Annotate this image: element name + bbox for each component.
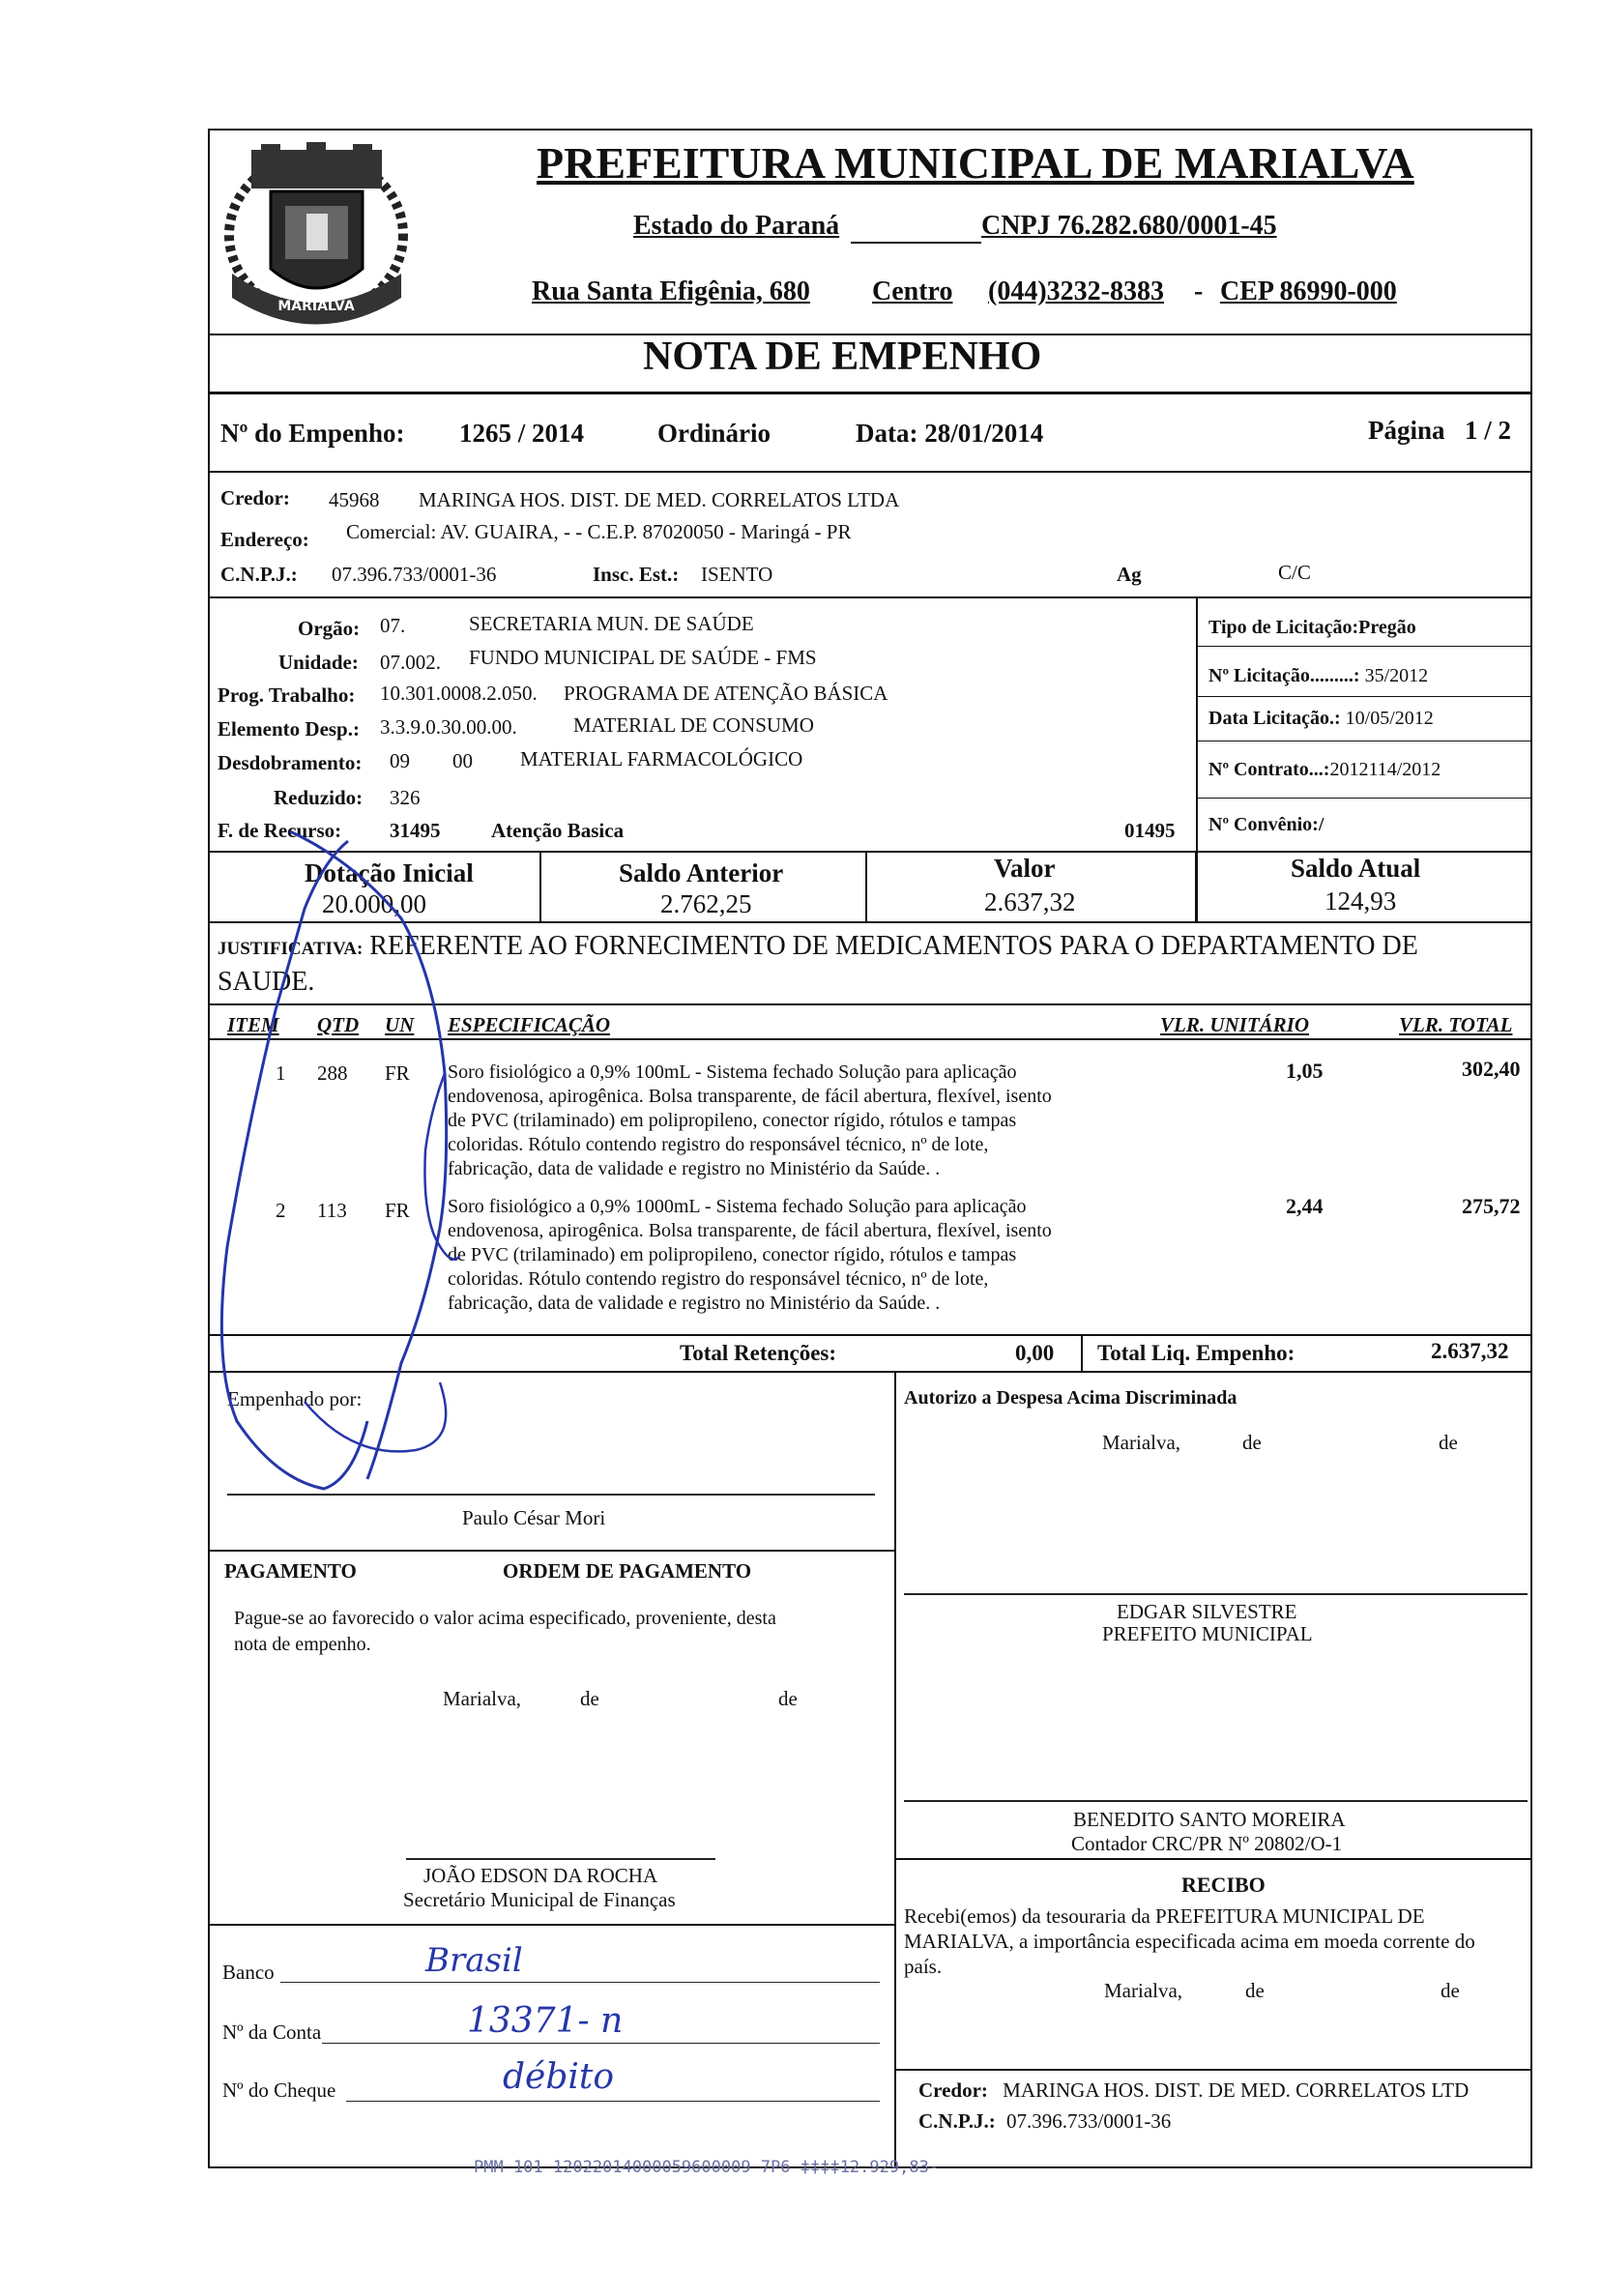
row-1-spec-line: endovenosa, apirogênica. Bolsa transparente, de fácil abertura, flexível, isento (448, 1086, 1052, 1107)
total-retencoes-value: 0,00 (1015, 1341, 1055, 1365)
col-esp-header: ESPECIFICAÇÃO (448, 1013, 611, 1036)
desdobramento-name: MATERIAL FARMACOLÓGICO (520, 747, 803, 770)
ag-label: Ag (1117, 563, 1142, 586)
licitacao-divider-1 (1196, 646, 1532, 647)
header-title: PREFEITURA MUNICIPAL DE MARIALVA (537, 138, 1414, 188)
justificativa-line-2: SAUDE. (218, 967, 315, 997)
total-liq-value: 2.637,32 (1431, 1339, 1509, 1363)
licitacao-divider-4 (1196, 798, 1532, 799)
header-cep: CEP 86990-000 (1220, 276, 1397, 306)
orgao-label: Orgão: (298, 617, 361, 640)
recibo-line-1: Recebi(emos) da tesouraria da PREFEITURA MUNICIPAL DE (904, 1904, 1425, 1928)
prefeito-name: EDGAR SILVESTRE (1117, 1600, 1297, 1623)
cheque-label: Nº do Cheque (222, 2078, 336, 2102)
desdobramento-code1: 09 (390, 749, 410, 772)
saldo-anterior-label: Saldo Anterior (619, 858, 784, 887)
items-header-rule (208, 1038, 1532, 1040)
row-2-item: 2 (276, 1199, 286, 1222)
empenho-date: Data: 28/01/2014 (856, 419, 1044, 448)
prefeito-sign-line (904, 1593, 1528, 1595)
empenho-type: Ordinário (657, 419, 771, 448)
header-street: Rua Santa Efigênia, 680 (532, 276, 810, 306)
pagamento-top-rule (208, 1550, 894, 1552)
elemento-label: Elemento Desp.: (218, 717, 360, 741)
row-1-unit-price: 1,05 (1286, 1059, 1324, 1083)
row-1-spec-line: de PVC (trilaminado) em polipropileno, conector rígido, rótulos e tampas (448, 1110, 1017, 1131)
col-unit-header: VLR. UNITÁRIO (1160, 1013, 1310, 1036)
credor-name: MARINGA HOS. DIST. DE MED. CORRELATOS LTDA (419, 488, 900, 511)
pagamento-label: PAGAMENTO (224, 1559, 357, 1583)
total-retencoes-label: Total Retenções: (680, 1341, 837, 1365)
row-1-spec-line: fabricação, data de validade e registro no Ministério da Saúde. . (448, 1158, 941, 1179)
cheque-line (346, 2101, 880, 2102)
cc-label: C/C (1278, 561, 1311, 584)
signatures-vertical-divider (894, 1371, 896, 2168)
autorizo-de-1: de (1242, 1431, 1262, 1454)
cnpj-footer (918, 2109, 1171, 2134)
licitacao-contrato-value: 2012114/2012 (1329, 759, 1441, 780)
credor-address: Comercial: AV. GUAIRA, - - C.E.P. 87020050 - Maringá - PR (346, 520, 852, 543)
credor-footer-label: Credor: (918, 2078, 988, 2102)
col-item-header: ITEM (227, 1013, 279, 1036)
page-label: Página (1368, 416, 1445, 445)
credor-footer-rule (894, 2069, 1532, 2071)
col-un-header: UN (385, 1013, 415, 1036)
row-1-spec-line: coloridas. Rótulo contendo registro do responsável técnico, nº de lote, (448, 1134, 989, 1155)
credor-divider (208, 596, 1532, 598)
totals-top-rule (208, 1334, 1532, 1336)
totals-sep (1081, 1334, 1083, 1371)
recibo-place: Marialva, (1104, 1979, 1183, 2002)
saldo-atual-label: Saldo Atual (1291, 854, 1421, 883)
justificativa (218, 931, 1418, 962)
banco-top-rule (208, 1924, 894, 1926)
secretario-title: Secretário Municipal de Finanças (403, 1888, 676, 1911)
justificativa-divider (208, 1003, 1532, 1005)
licitacao-tipo (1208, 617, 1416, 639)
row-2-un: FR (385, 1199, 410, 1222)
row-2-unit-price: 2,44 (1286, 1194, 1324, 1218)
header-district: Centro (872, 276, 953, 306)
valor-value: 2.637,32 (984, 887, 1076, 916)
row-2-spec-line: de PVC (trilaminado) em polipropileno, conector rígido, rótulos e tampas (448, 1244, 1017, 1265)
header-cnpj: CNPJ 76.282.680/0001-45 (981, 211, 1277, 241)
row-1-spec (448, 1061, 1144, 1181)
header-phone: (044)3232-8383 (988, 276, 1164, 306)
ordem-pagamento-label: ORDEM DE PAGAMENTO (503, 1559, 752, 1583)
recibo-label: RECIBO (1181, 1873, 1266, 1897)
valor-inner-sep (865, 851, 867, 923)
row-1-spec-line: Soro fisiológico a 0,9% 100mL - Sistema fechado Solução para aplicação (448, 1061, 1017, 1083)
reduzido-value: 326 (390, 786, 421, 809)
licitacao-data-label: Data Licitação.: (1208, 708, 1341, 729)
pague-line-1: Pague-se ao favorecido o valor acima especificado, proveniente, desta (234, 1608, 776, 1629)
justificativa-label: JUSTIFICATIVA: (218, 939, 364, 959)
credor-cnpj: 07.396.733/0001-36 (332, 563, 497, 586)
col-qtd-header: QTD (317, 1013, 360, 1036)
saldo-atual-value: 124,93 (1324, 886, 1397, 915)
footer-code: PMM 101 12022014000059600009 7P6 ‡‡‡‡12.929,83- (474, 2158, 940, 2177)
saldos-divider (208, 921, 1532, 923)
conta-line (322, 2043, 880, 2044)
conta-label: Nº da Conta (222, 2020, 322, 2044)
credor-label: Credor: (220, 486, 290, 509)
empenhado-sign-line (227, 1494, 875, 1496)
budget-vertical-divider (1196, 596, 1198, 853)
prog-label: Prog. Trabalho: (218, 683, 356, 707)
recurso-right-code: 01495 (1124, 819, 1176, 842)
licitacao-data (1208, 708, 1434, 730)
unidade-name: FUNDO MUNICIPAL DE SAÚDE - FMS (469, 646, 817, 669)
secretario-name: JOÃO EDSON DA ROCHA (423, 1864, 658, 1887)
desdobramento-label: Desdobramento: (218, 751, 363, 774)
row-2-spec (448, 1195, 1144, 1316)
total-liq-label: Total Liq. Empenho: (1097, 1341, 1295, 1365)
autorizo-de-2: de (1439, 1431, 1458, 1454)
cnpj-footer-label: C.N.P.J.: (918, 2109, 996, 2133)
reduzido-label: Reduzido: (274, 786, 364, 809)
header-dash: - (1194, 276, 1204, 306)
row-2-spec-line: Soro fisiológico a 0,9% 1000mL - Sistema fechado Solução para aplicação (448, 1196, 1027, 1217)
svg-text:MARIALVA: MARIALVA (277, 299, 355, 314)
pague-line-2: nota de empenho. (234, 1634, 371, 1655)
credor-footer (918, 2078, 1469, 2103)
unidade-label: Unidade: (278, 651, 359, 674)
licitacao-divider-2 (1196, 696, 1532, 697)
recurso-name: Atenção Basica (491, 819, 625, 842)
cheque-handwritten: débito (503, 2057, 615, 2097)
orgao-code: 07. (380, 614, 406, 637)
row-2-qtd: 113 (317, 1199, 347, 1222)
banco-label: Banco (222, 1961, 275, 1984)
row-2-spec-line: endovenosa, apirogênica. Bolsa transparente, de fácil abertura, flexível, isento (448, 1220, 1052, 1241)
justificativa-line-1: REFERENTE AO FORNECIMENTO DE MEDICAMENTOS PARA O DEPARTAMENTO DE (369, 931, 1418, 961)
recibo-top-rule (894, 1858, 1532, 1860)
recibo-de-2: de (1441, 1979, 1460, 2002)
recibo-line-2: MARIALVA, a importância especificada acima em moeda corrente do (904, 1930, 1475, 1953)
prog-code: 10.301.0008.2.050. (380, 682, 538, 705)
desdobramento-code2: 00 (452, 749, 473, 772)
recurso-code: 31495 (390, 819, 441, 842)
insc-value: ISENTO (701, 563, 773, 586)
row-1-un: FR (385, 1061, 410, 1085)
row-2-total: 275,72 (1462, 1194, 1521, 1218)
elemento-name: MATERIAL DE CONSUMO (573, 713, 814, 737)
orgao-name: SECRETARIA MUN. DE SAÚDE (469, 612, 754, 635)
autorizo-text: Autorizo a Despesa Acima Discriminada (904, 1387, 1237, 1409)
licitacao-tipo-text: Tipo de Licitação:Pregão (1208, 617, 1416, 638)
pague-place: Marialva, (443, 1687, 522, 1710)
col-total-header: VLR. TOTAL (1399, 1013, 1513, 1036)
pague-de-2: de (778, 1687, 798, 1710)
empenhado-label: Empenhado por: (227, 1387, 363, 1410)
row-2-spec-line: coloridas. Rótulo contendo registro do responsável técnico, nº de lote, (448, 1268, 989, 1290)
page-number: 1 / 2 (1465, 416, 1512, 445)
saldo-anterior-value: 2.762,25 (660, 889, 752, 918)
licitacao-num (1208, 665, 1428, 687)
empenho-label: Nº do Empenho: (220, 419, 405, 448)
licitacao-data-value: 10/05/2012 (1345, 708, 1434, 729)
pague-de-1: de (580, 1687, 599, 1710)
row-1-qtd: 288 (317, 1061, 348, 1085)
empenho-number: 1265 / 2014 (459, 419, 585, 448)
prog-name: PROGRAMA DE ATENÇÃO BÁSICA (564, 682, 888, 705)
dotacao-value: 20.000,00 (322, 889, 426, 918)
secretario-sign-line (406, 1858, 715, 1860)
contador-name: BENEDITO SANTO MOREIRA (1073, 1808, 1346, 1831)
unidade-code: 07.002. (380, 651, 441, 674)
endereco-label: Endereço: (220, 528, 309, 551)
row-2-spec-line: fabricação, data de validade e registro no Ministério da Saúde. . (448, 1293, 941, 1314)
contador-title: Contador CRC/PR Nº 20802/O-1 (1071, 1832, 1343, 1855)
row-1-item: 1 (276, 1061, 286, 1085)
cnpj-footer-value: 07.396.733/0001-36 (1005, 2109, 1172, 2133)
credor-code: 45968 (329, 488, 380, 511)
banco-line (280, 1982, 880, 1983)
credor-footer-name: MARINGA HOS. DIST. DE MED. CORRELATOS LTD (1003, 2078, 1470, 2102)
header-state-underline (851, 242, 981, 244)
licitacao-num-label: Nº Licitação.........: (1208, 665, 1360, 686)
licitacao-num-value: 35/2012 (1364, 665, 1429, 686)
credor-cnpj-label: C.N.P.J.: (220, 563, 298, 586)
banco-handwritten: Brasil (425, 1941, 523, 1980)
insc-label: Insc. Est.: (593, 563, 680, 586)
valor-label: Valor (994, 854, 1056, 883)
prefeito-title: PREFEITO MUNICIPAL (1102, 1622, 1313, 1645)
contador-sign-line (904, 1800, 1528, 1802)
row-1-total: 302,40 (1462, 1057, 1521, 1081)
totals-bottom-rule (208, 1371, 1532, 1373)
municipal-crest (218, 138, 416, 341)
recibo-de-1: de (1245, 1979, 1265, 2002)
licitacao-contrato (1208, 759, 1441, 781)
licitacao-contrato-label: Nº Contrato...: (1208, 759, 1330, 780)
empenho-divider (208, 471, 1532, 473)
title-divider (208, 392, 1532, 394)
empenhado-name: Paulo César Mori (462, 1506, 606, 1529)
dotacao-label: Dotação Inicial (305, 858, 474, 887)
recibo-line-3: país. (904, 1955, 943, 1978)
header-state: Estado do Paraná (633, 211, 840, 241)
autorizo-place: Marialva, (1102, 1431, 1181, 1454)
elemento-code: 3.3.9.0.30.00.00. (380, 715, 517, 739)
recurso-label: F. de Recurso: (218, 819, 342, 842)
licitacao-convenio: Nº Convênio:/ (1208, 814, 1324, 835)
conta-handwritten: 13371- n (467, 2001, 624, 2041)
doc-title: NOTA DE EMPENHO (643, 334, 1042, 379)
